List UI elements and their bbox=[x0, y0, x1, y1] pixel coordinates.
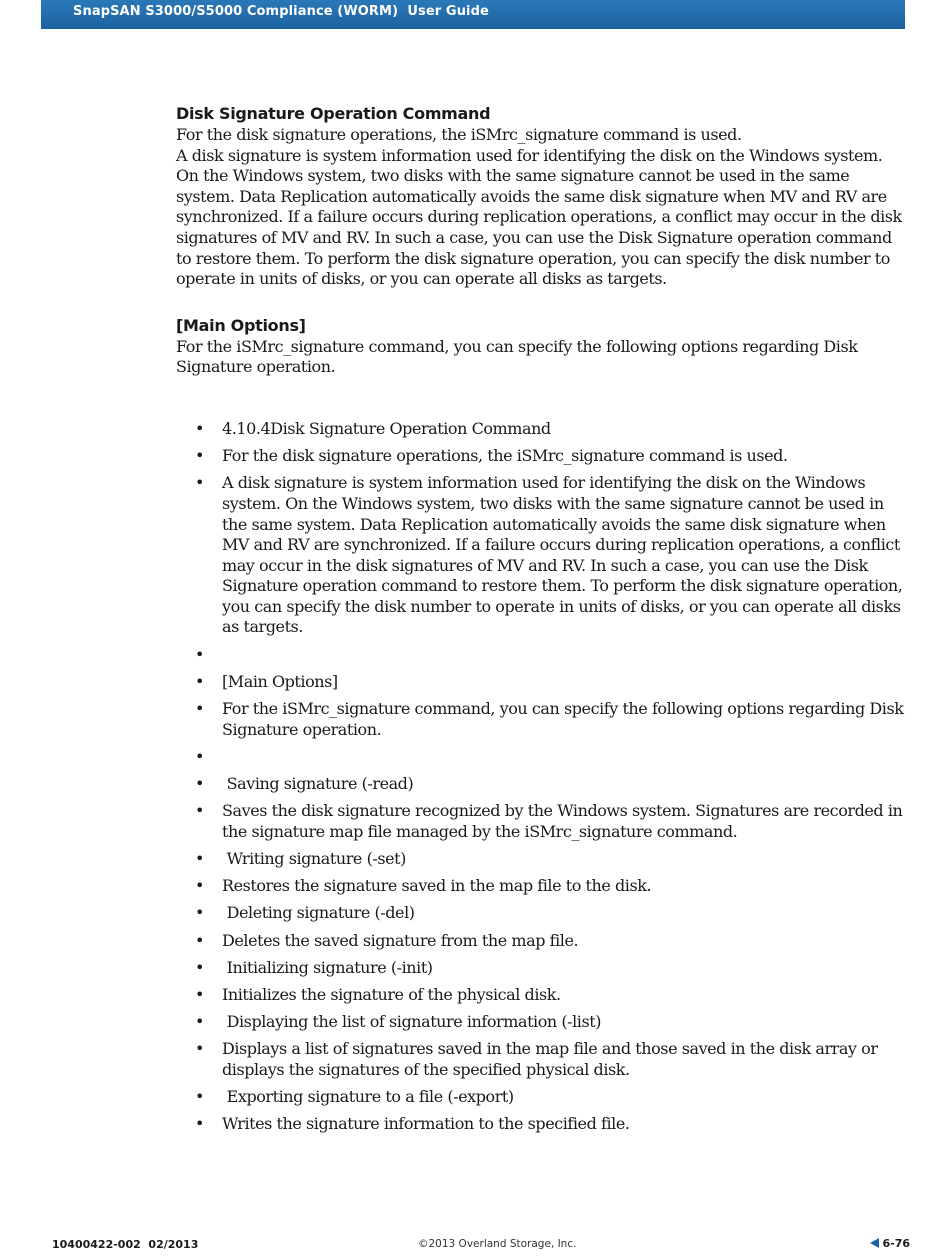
list-item-text: Saves the disk signature recognized by the Windows system. Signatures are recorded in the signature map file managed by the iSMrc_signature command. bbox=[222, 801, 907, 841]
list-item-text: 4.10.4Disk Signature Operation Command bbox=[222, 418, 551, 438]
list-item bbox=[176, 747, 908, 768]
list-item bbox=[176, 1012, 908, 1033]
page-number: 6-76 bbox=[882, 1237, 910, 1250]
section-description: A disk signature is system information used for identifying the disk on the Windows system. On the Windows system, two disks with the same signature cannot be used in the same system. Data Replication automatically avoids the same disk signature when MV and RV are synchronized. If a failure occurs during replication operations, a conflict may occur in the disk signatures of MV and RV. In such a case, you can use the Disk Signature operation command to restore them. To perform the disk signature operation, you can specify the disk number to operate in units of disks, or you can operate all disks as targets. bbox=[176, 145, 902, 289]
bullet-glyph: • bbox=[195, 1012, 204, 1032]
bullet-list bbox=[176, 419, 908, 1135]
options-heading: [Main Options] bbox=[176, 315, 306, 335]
list-item-text: For the disk signature operations, the iSMrc_signature command is used. bbox=[222, 446, 788, 466]
list-item-text: For the iSMrc_signature command, you can specify the following options regarding Disk Signature operation. bbox=[222, 699, 909, 739]
section-intro: For the disk signature operations, the iSMrc_signature command is used. bbox=[176, 125, 742, 144]
list-item bbox=[176, 699, 908, 740]
options-intro: For the iSMrc_signature command, you can specify the following options regarding Disk Signature operation. bbox=[176, 336, 858, 377]
bullet-glyph: • bbox=[195, 801, 204, 821]
list-item bbox=[176, 473, 908, 638]
list-item bbox=[176, 774, 908, 795]
footer-copyright: ©2013 Overland Storage, Inc. bbox=[418, 1238, 577, 1250]
list-item-text: [Main Options] bbox=[222, 671, 338, 691]
bullet-glyph: • bbox=[195, 746, 204, 766]
bullet-glyph: • bbox=[195, 671, 204, 691]
page-header-bar bbox=[41, 0, 905, 29]
bullet-glyph: • bbox=[195, 774, 204, 793]
bullet-glyph: • bbox=[195, 903, 204, 923]
list-item bbox=[176, 849, 908, 870]
bullet-glyph: • bbox=[195, 446, 204, 466]
section-heading: Disk Signature Operation Command bbox=[176, 104, 491, 123]
list-item-text: Restores the signature saved in the map file to the disk. bbox=[222, 876, 652, 896]
list-item-text: Saving signature (-read) bbox=[222, 774, 414, 793]
page-content bbox=[176, 103, 908, 1141]
bullet-glyph: • bbox=[195, 699, 204, 719]
list-item-text: Initializes the signature of the physical disk. bbox=[222, 984, 561, 1004]
list-item bbox=[176, 419, 908, 440]
list-item-text: Displays a list of signatures saved in the map file and those saved in the disk array or displays the signatures of the specified physical disk. bbox=[222, 1039, 883, 1079]
bullet-glyph: • bbox=[195, 1114, 204, 1134]
list-item bbox=[176, 1039, 908, 1080]
list-item-text: Writes the signature information to the specified file. bbox=[222, 1114, 630, 1134]
list-item-text: Writing signature (-set) bbox=[222, 848, 406, 868]
bullet-glyph: • bbox=[195, 644, 204, 664]
bullet-glyph: • bbox=[195, 418, 204, 438]
footer-page-number bbox=[870, 1237, 910, 1250]
list-item-text: Deleting signature (-del) bbox=[222, 903, 415, 923]
list-item bbox=[176, 1114, 908, 1135]
list-item bbox=[176, 645, 908, 666]
bullet-glyph: • bbox=[195, 876, 204, 896]
list-item bbox=[176, 958, 908, 979]
list-item bbox=[176, 903, 908, 924]
list-item-text: Deletes the saved signature from the map file. bbox=[222, 930, 579, 950]
bullet-glyph: • bbox=[195, 848, 204, 868]
bullet-glyph: • bbox=[195, 930, 204, 950]
document-title: SnapSAN S3000/S5000 Compliance (WORM) User Guide bbox=[73, 4, 489, 19]
bullet-glyph: • bbox=[195, 1039, 204, 1059]
bullet-glyph: • bbox=[195, 473, 204, 493]
list-item-text: A disk signature is system information used for identifying the disk on the Windows system. On the Windows system, two disks with the same signature cannot be used in the same system. Data Replication automatically avoids the same disk signature when MV and RV are synchronized. If a failure occurs during replication operations, a conflict may occur in the disk signatures of MV and RV. In such a case, you can use the Disk Signature operation command to restore them. To perform the disk signature operation, you can specify the disk number to operate in units of disks, or you can operate all disks as targets. bbox=[222, 473, 908, 637]
list-item bbox=[176, 876, 908, 897]
triangle-left-icon bbox=[870, 1238, 879, 1248]
bullet-glyph: • bbox=[195, 984, 204, 1004]
list-item-text: Initializing signature (-init) bbox=[222, 957, 433, 977]
list-item bbox=[176, 672, 908, 693]
list-item-text: Displaying the list of signature information (-list) bbox=[222, 1012, 601, 1032]
footer-doc-id: 10400422-002 02/2013 bbox=[52, 1238, 199, 1251]
list-item bbox=[176, 446, 908, 467]
bullet-glyph: • bbox=[195, 957, 204, 977]
bullet-glyph: • bbox=[195, 1087, 204, 1107]
list-item bbox=[176, 931, 908, 952]
list-item bbox=[176, 1087, 908, 1108]
list-item bbox=[176, 801, 908, 842]
list-item-text: Exporting signature to a file (-export) bbox=[222, 1087, 514, 1107]
list-item bbox=[176, 985, 908, 1006]
